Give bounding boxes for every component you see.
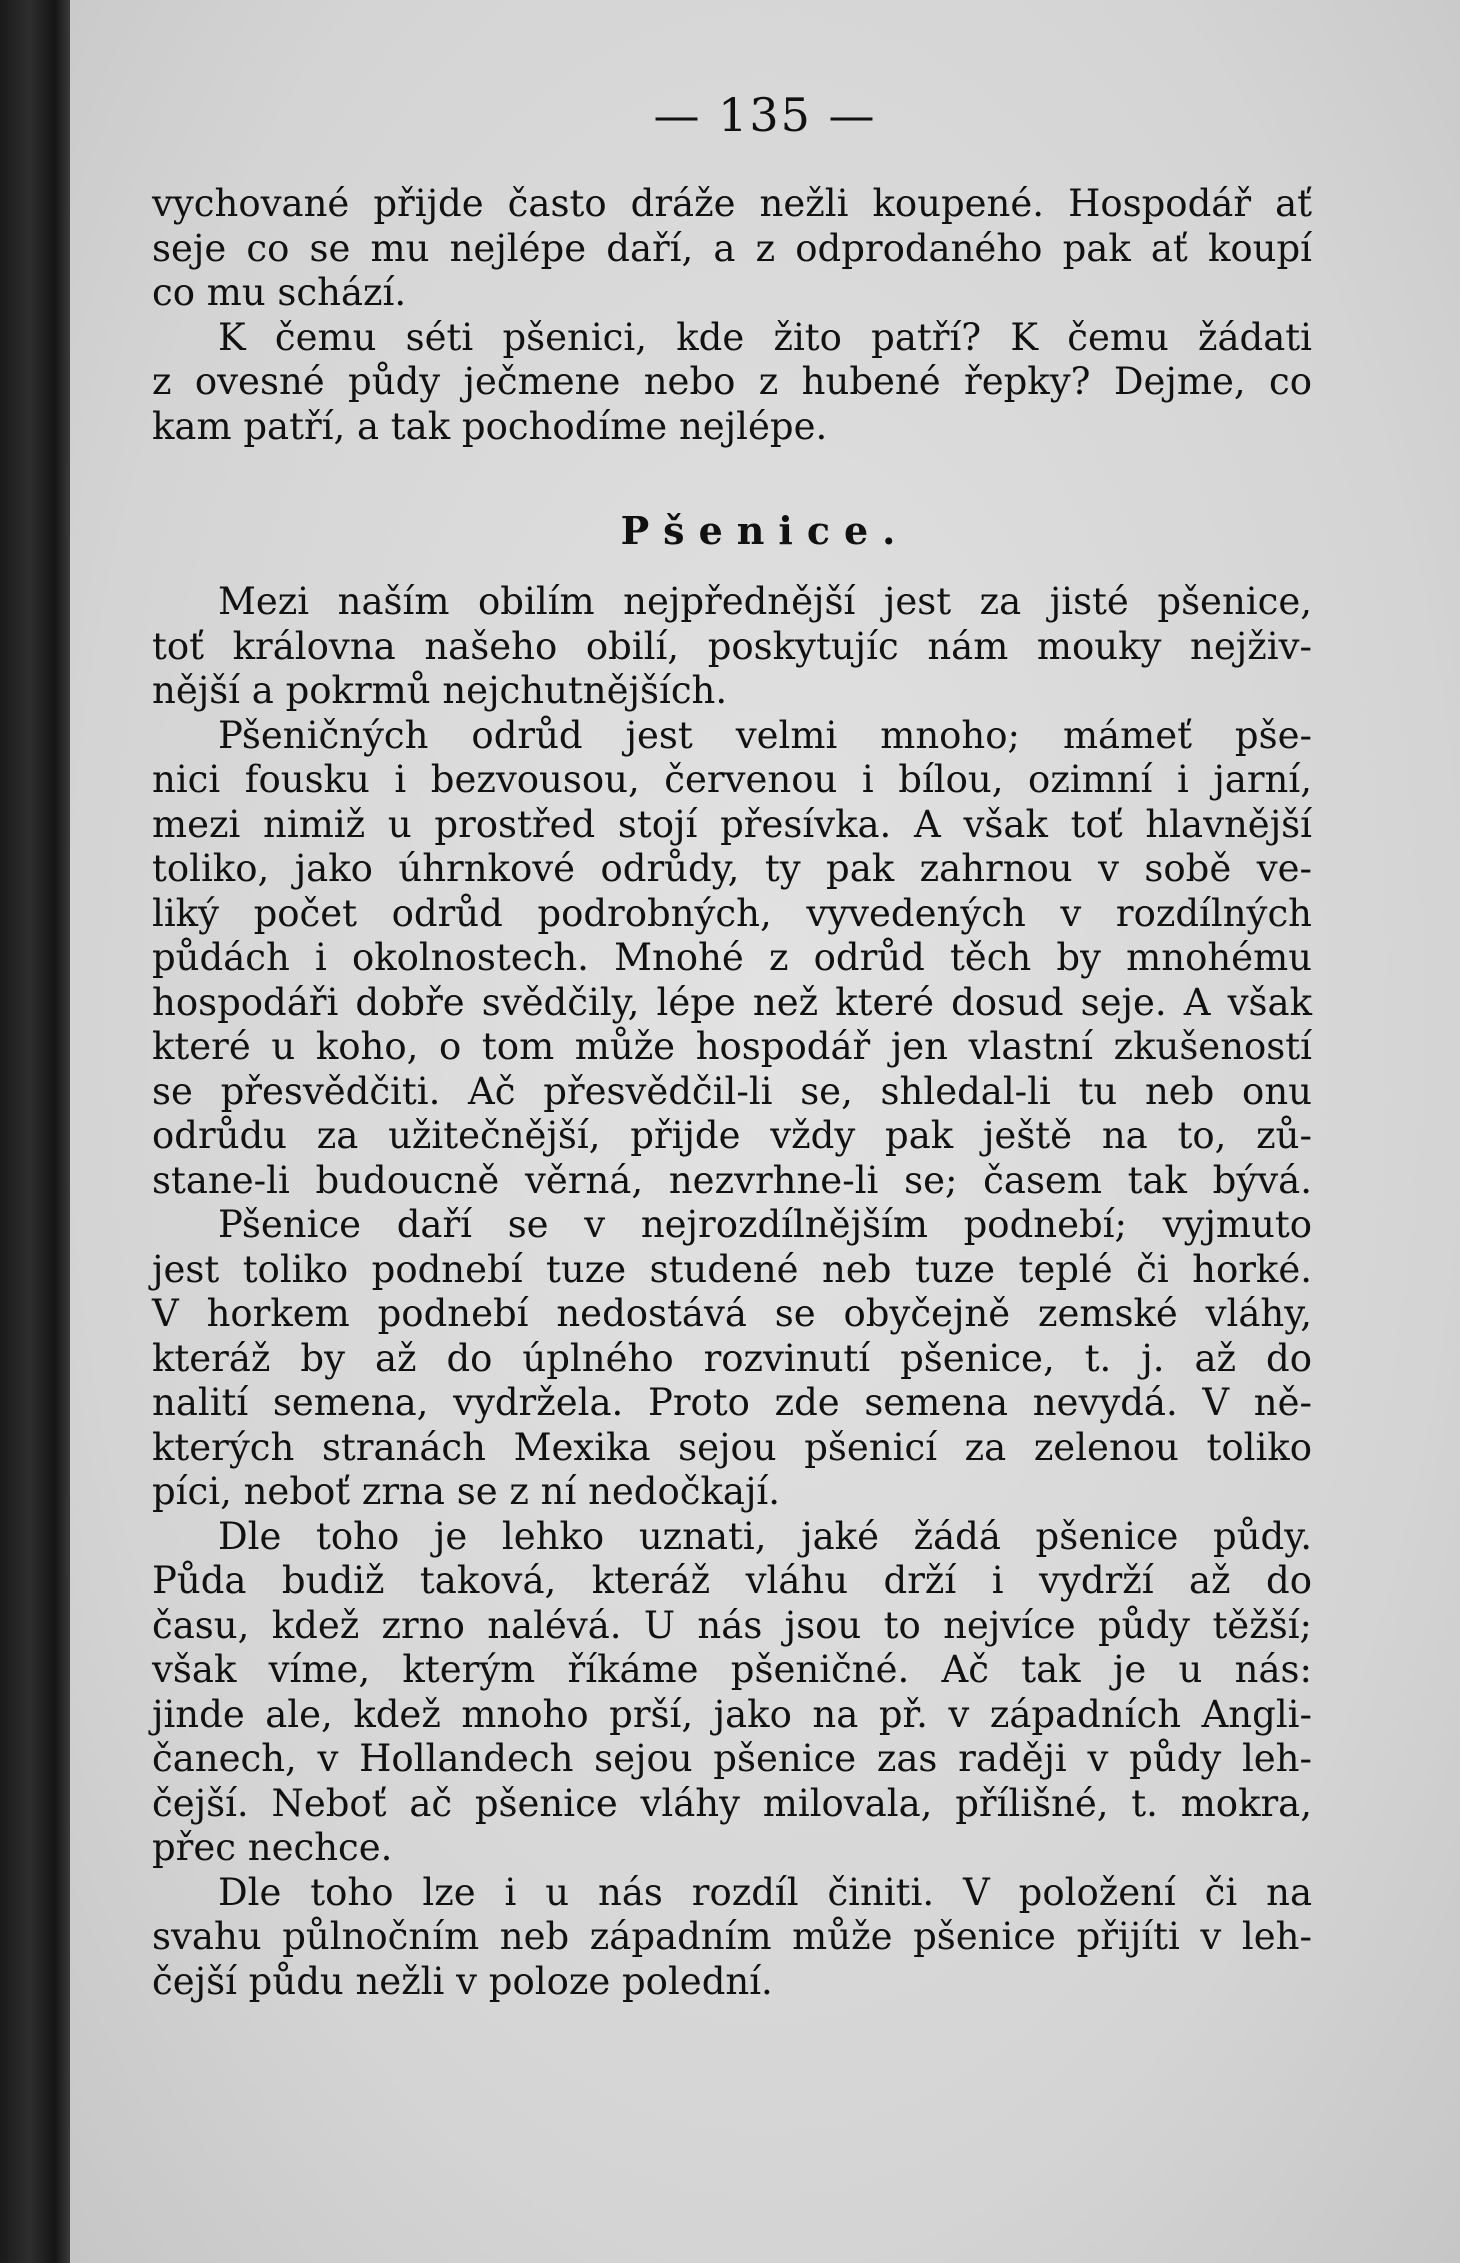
text-line: Dle toho je lehko uznati, jaké žádá pšenice půdy. [218, 1514, 1312, 1558]
book-spine [0, 0, 70, 2263]
text-line: jinde ale, kdež mnoho prší, jako na př. v západních Angli- [152, 1692, 1312, 1736]
text-line: nější a pokrmů nejchutnějších. [152, 669, 728, 712]
text-line: však víme, kterým říkáme pšeničné. Ač tak je u nás: [152, 1648, 1312, 1691]
text-line: Mezi naším obilím nejpřednější jest za jisté pšenice, [218, 580, 1312, 623]
text-line: mezi nimiž u prostřed stojí přesívka. A však toť hlavnější [152, 802, 1312, 846]
text-line: Dle toho lze i u nás rozdíl činiti. V položení či na [218, 1870, 1312, 1914]
text-line: K čemu séti pšenici, kde žito patří? K čemu žádati [218, 315, 1312, 359]
page-number: — 135 — [653, 88, 877, 142]
body-paragraphs [152, 580, 1312, 2004]
text-line: nalití semena, vydržela. Proto zde semena nevydá. V ně- [152, 1381, 1312, 1424]
text-line: odrůdu za užitečnější, přijde vždy pak ještě na to, zů- [152, 1114, 1312, 1157]
text-line: přec nechce. [152, 1826, 393, 1869]
text-line: z ovesné půdy ječmene nebo z hubené řepky? Dejme, co [152, 360, 1312, 403]
text-line: půdách i okolnostech. Mnohé z odrůd těch by mnohému [152, 936, 1312, 979]
text-line: toliko, jako úhrnkové odrůdy, ty pak zahrnou v sobě ve- [152, 847, 1312, 890]
text-line: vychované přijde často dráže nežli koupené. Hospodář ať [152, 182, 1312, 225]
text-line: stane-li budoucně věrná, nezvrhne-li se; časem tak bývá. [152, 1158, 1312, 1202]
text-line: svahu půlnočním neb západním může pšenice přijíti v leh- [152, 1915, 1312, 1958]
text-line: co mu schází. [152, 271, 407, 314]
text-line: seje co se mu nejlépe daří, a z odprodaného pak ať koupí [152, 226, 1312, 270]
text-line: které u koho, o tom může hospodář jen vlastní zkušeností [152, 1025, 1312, 1068]
text-line: nici fousku i bezvousou, červenou i bílou, ozimní i jarní, [152, 758, 1312, 801]
text-line: čejší. Neboť ač pšenice vláhy milovala, přílišné, t. mokra, [152, 1781, 1312, 1825]
book-page [70, 0, 1460, 2263]
text-line: kterých stranách Mexika sejou pšenicí za zelenou toliko [152, 1425, 1312, 1469]
text-line: Pšeničných odrůd jest velmi mnoho; mámeť pše- [218, 713, 1312, 757]
text-line: Půda budiž taková, kteráž vláhu drží i vydrží až do [152, 1559, 1312, 1602]
text-line: kam patří, a tak pochodíme nejlépe. [152, 404, 828, 448]
text-line: liký počet odrůd podrobných, vyvedených v rozdílných [152, 891, 1312, 935]
text-line: toť královna našeho obilí, poskytujíc nám mouky nejživ- [152, 624, 1312, 668]
text-line: píci, neboť zrna se z ní nedočkají. [152, 1470, 781, 1513]
text-line: čejší půdu nežli v poloze polední. [152, 1959, 773, 2003]
text-line: V horkem podnebí nedostává se obyčejně zemské vláhy, [152, 1292, 1312, 1335]
text-line: čanech, v Hollandech sejou pšenice zas raději v půdy leh- [152, 1737, 1312, 1780]
text-line: kteráž by až do úplného rozvinutí pšenice, t. j. až do [152, 1336, 1312, 1380]
intro-paragraphs [152, 182, 1312, 449]
text-line: hospodáři dobře svědčily, lépe než které dosud seje. A však [152, 980, 1312, 1024]
text-line: času, kdež zrno nalévá. U nás jsou to nejvíce půdy těžší; [152, 1603, 1312, 1647]
text-line: se přesvědčiti. Ač přesvědčil-li se, shledal-li tu neb onu [152, 1069, 1312, 1113]
text-line: Pšenice daří se v nejrozdílnějším podnebí; vyjmuto [218, 1203, 1312, 1246]
text-line: jest toliko podnebí tuze studené neb tuze teplé či horké. [152, 1247, 1312, 1291]
section-heading: Pšenice. [620, 508, 910, 553]
